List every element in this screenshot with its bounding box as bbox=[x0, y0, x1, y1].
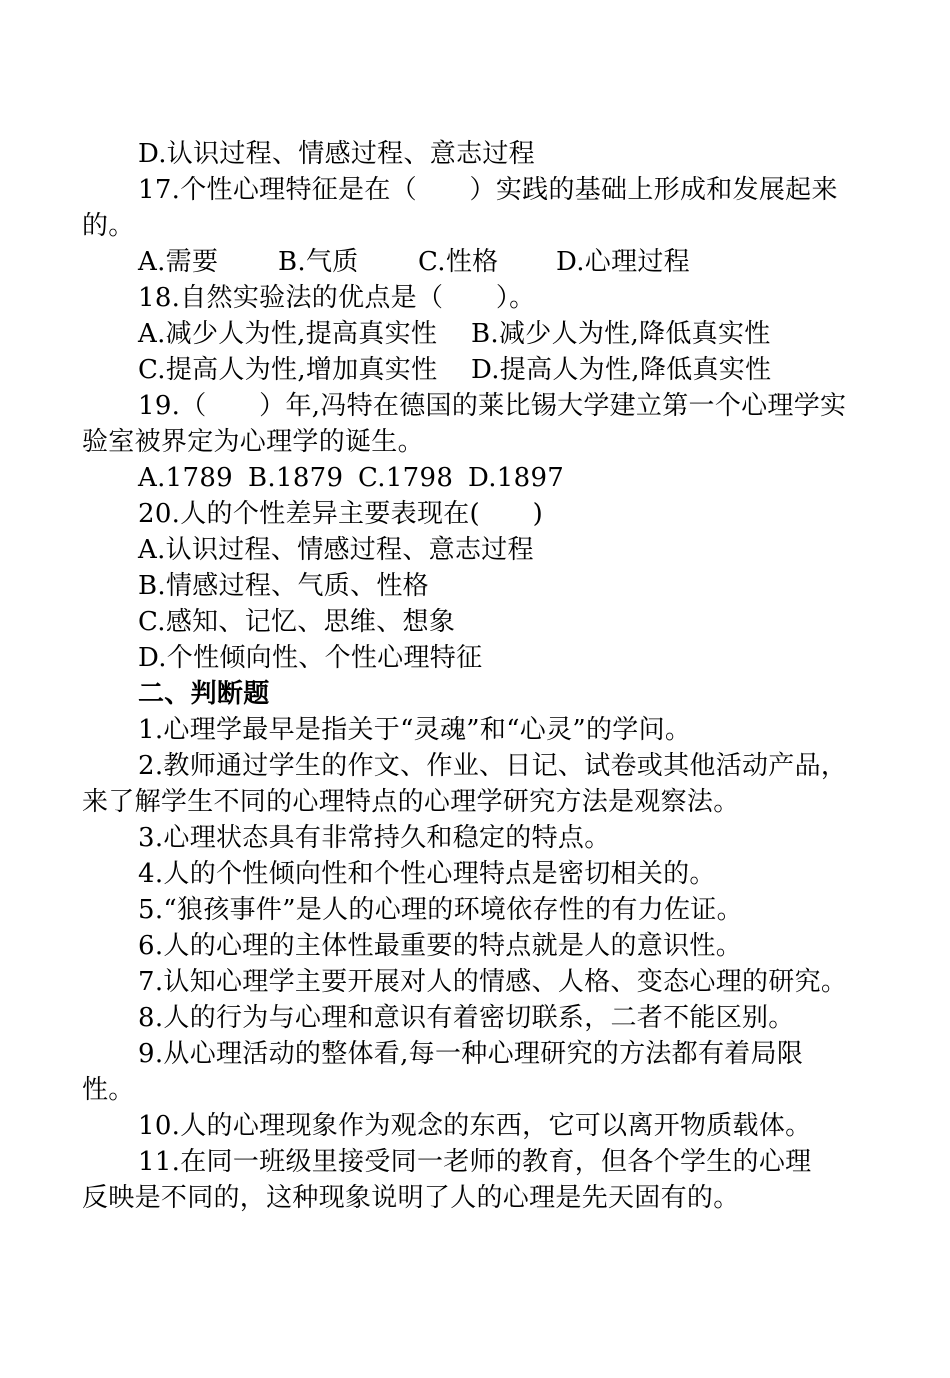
judgment-item-2-line2: 来了解学生不同的心理特点的心理学研究方法是观察法。 bbox=[82, 787, 740, 817]
judgment-item-6: 6.人的心理的主体性最重要的特点就是人的意识性。 bbox=[138, 931, 743, 961]
q17-stem-line2: 的。 bbox=[82, 211, 135, 241]
q19-stem-line1: 19.（ ）年,冯特在德国的莱比锡大学建立第一个心理学实 bbox=[138, 391, 847, 421]
q17-stem-line1: 17.个性心理特征是在（ ）实践的基础上形成和发展起来 bbox=[138, 175, 838, 205]
section-heading-judgment: 二、判断题 bbox=[138, 679, 270, 709]
judgment-item-4: 4.人的个性倾向性和个性心理特点是密切相关的。 bbox=[138, 859, 716, 889]
q20-option-b: B.情感过程、气质、性格 bbox=[138, 571, 429, 601]
q17-option-b: B.气质 bbox=[278, 247, 359, 277]
q19-stem-line2: 验室被界定为心理学的诞生。 bbox=[82, 427, 424, 457]
judgment-item-5: 5.“狼孩事件”是人的心理的环境依存性的有力佐证。 bbox=[138, 895, 743, 925]
judgment-item-8: 8.人的行为与心理和意识有着密切联系，二者不能区别。 bbox=[138, 1003, 795, 1033]
q18-option-b: B.减少人为性,降低真实性 bbox=[471, 319, 771, 349]
q18-stem: 18.自然实验法的优点是（ ）。 bbox=[138, 283, 536, 313]
judgment-item-9-line2: 性。 bbox=[82, 1075, 135, 1105]
judgment-item-11-line1: 11.在同一班级里接受同一老师的教育，但各个学生的心理 bbox=[138, 1147, 812, 1177]
judgment-item-7: 7.认知心理学主要开展对人的情感、人格、变态心理的研究。 bbox=[138, 967, 848, 997]
q19-option-b: B.1879 bbox=[248, 463, 344, 493]
q17-option-d: D.心理过程 bbox=[556, 247, 690, 277]
q18-option-d: D.提高人为性,降低真实性 bbox=[471, 355, 772, 385]
q17-options bbox=[138, 244, 872, 280]
q20-option-a: A.认识过程、情感过程、意志过程 bbox=[138, 535, 534, 565]
q18-option-c: C.提高人为性,增加真实性 bbox=[138, 355, 438, 385]
q19-options bbox=[138, 460, 872, 496]
judgment-item-2-line1: 2.教师通过学生的作文、作业、日记、试卷或其他活动产品， bbox=[138, 751, 848, 781]
q19-option-c: C.1798 bbox=[358, 463, 454, 493]
judgment-item-11-line2: 反映是不同的，这种现象说明了人的心理是先天固有的。 bbox=[82, 1183, 740, 1213]
judgment-item-9-line1: 9.从心理活动的整体看,每一种心理研究的方法都有着局限 bbox=[138, 1039, 804, 1069]
q20-option-c: C.感知、记忆、思维、想象 bbox=[138, 607, 456, 637]
q20-stem: 20.人的个性差异主要表现在( ) bbox=[138, 499, 544, 529]
q19-option-a: A.1789 bbox=[138, 463, 234, 493]
judgment-item-10: 10.人的心理现象作为观念的东西，它可以离开物质载体。 bbox=[138, 1111, 812, 1141]
q18-options-row2 bbox=[138, 352, 872, 388]
q18-options-row1 bbox=[138, 316, 872, 352]
judgment-item-1: 1.心理学最早是指关于“灵魂”和“心灵”的学问。 bbox=[138, 715, 692, 745]
q17-options-row bbox=[138, 247, 690, 277]
q18-option-a: A.减少人为性,提高真实性 bbox=[138, 319, 438, 349]
q16-option-d: D.认识过程、情感过程、意志过程 bbox=[138, 139, 535, 169]
q20-option-d: D.个性倾向性、个性心理特征 bbox=[138, 643, 483, 673]
judgment-item-3: 3.心理状态具有非常持久和稳定的特点。 bbox=[138, 823, 611, 853]
q19-option-d: D.1897 bbox=[468, 463, 565, 493]
q17-option-a: A.需要 bbox=[138, 247, 219, 277]
q17-option-c: C.性格 bbox=[418, 247, 499, 277]
